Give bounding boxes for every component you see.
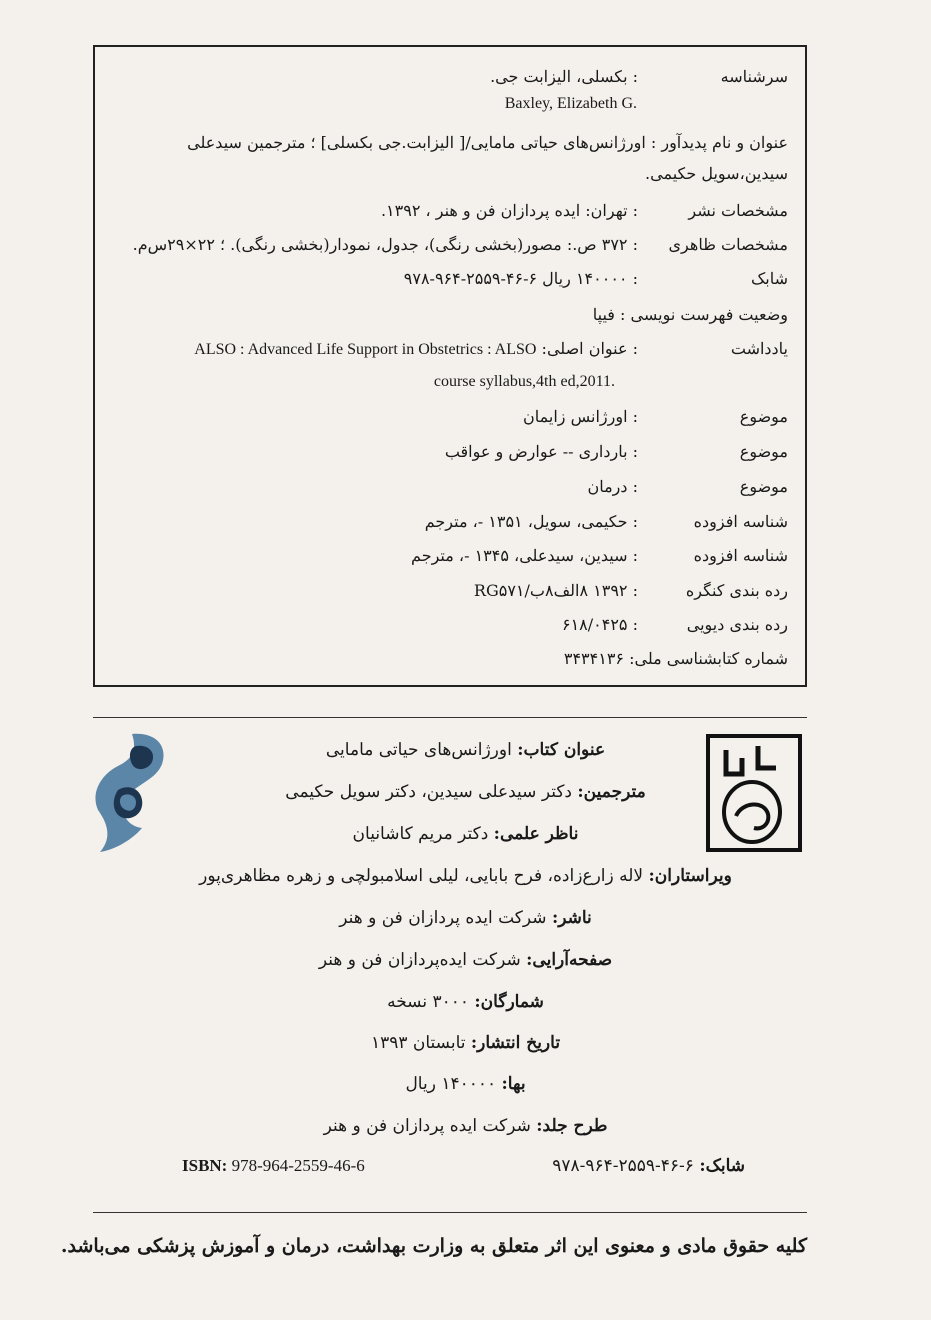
author-english: Baxley, Elizabeth G. <box>504 95 637 112</box>
title-line-1 <box>107 133 788 161</box>
catalog-row-shabak: شابک : ۱۴۰۰۰۰ ریال ۶-۴۶-۲۵۵۹-۹۶۴-۹۷۸ <box>403 269 788 288</box>
credit-supervisor: ناظر علمی: دکتر مریم کاشانیان <box>352 824 579 844</box>
credit-editors: ویراستاران: لاله زارع‌زاده، فرح بابایی، لیلی اسلامبولچی و زهره مظاهری‌پور <box>199 866 732 886</box>
cataloging-record-box <box>93 45 807 687</box>
catalog-row-dewey: رده بندی دیویی : ۶۱۸/۰۴۲۵ <box>561 615 788 634</box>
divider-bottom <box>93 1212 807 1213</box>
catalog-row-note: یادداشت : عنوان اصلی: ALSO : Advanced Life Support in Obstetrics : ALSO <box>194 339 788 358</box>
isbn-persian: شابک: ۶-۴۶-۲۵۵۹-۹۶۴-۹۷۸ <box>552 1156 745 1176</box>
credit-print-run: شمارگان: ۳۰۰۰ نسخه <box>387 992 544 1012</box>
credit-cover-design: طرح جلد: شرکت ایده پردازان فن و هنر <box>323 1116 608 1136</box>
credit-book-title: عنوان کتاب: اورژانس‌های حیاتی مامایی <box>325 740 606 760</box>
title-label: عنوان و نام پدیدآور <box>661 133 788 152</box>
credit-price: بها: ۱۴۰۰۰۰ ریال <box>405 1074 526 1094</box>
author-value: : بکسلی، الیزابت جی. <box>490 67 638 86</box>
credit-translators: مترجمین: دکتر سیدعلی سیدین، دکتر سویل حکیمی <box>285 782 646 802</box>
credit-publication-date: تاریخ انتشار: تابستان ۱۳۹۳ <box>370 1033 561 1053</box>
catalog-row-national: شماره کتابشناسی ملی: ۳۴۳۴۱۳۶ <box>563 649 788 668</box>
title-value: : اورژانس‌های حیاتی مامایی/[ الیزابت.جی بکسلی] ؛ مترجمین سیدعلی <box>187 133 657 152</box>
credit-layout: صفحه‌آرایی: شرکت ایده‌پردازان فن و هنر <box>318 950 613 970</box>
title-line-2: سیدین،سویل حکیمی. <box>645 164 788 183</box>
catalog-row-congress: رده بندی کنگره : ۱۳۹۲ ۸الف۸ب/RG۵۷۱ <box>473 581 788 600</box>
catalog-row-physical: مشخصات ظاهری : ۳۷۲ ص.: مصور(بخشی رنگی)، جدول، نمودار(بخشی رنگی). ؛ ۲۲×۲۹س‌م. <box>132 235 788 254</box>
catalog-row-author <box>107 67 788 95</box>
catalog-row-added-2: شناسه افزوده : سیدین، سیدعلی، ۱۳۴۵ -، مترجم <box>411 546 788 565</box>
note-line-2: course syllabus,4th ed,2011. <box>433 373 615 390</box>
catalog-row-subject-1: موضوع : اورژانس زایمان <box>523 407 788 426</box>
rights-notice: کلیه حقوق مادی و معنوی این اثر متعلق به وزارت بهداشت، درمان و آموزش پزشکی می‌باشد. <box>60 1235 807 1257</box>
author-label: سرشناسه <box>720 67 788 86</box>
catalog-row-subject-3: موضوع : درمان <box>587 477 788 496</box>
catalog-row-subject-2: موضوع : بارداری -- عوارض و عواقب <box>444 442 788 461</box>
catalog-status-fipa: وضعیت فهرست نویسی : فیپا <box>592 305 788 324</box>
credit-publisher: ناشر: شرکت ایده پردازان فن و هنر <box>339 908 592 928</box>
divider-top <box>93 717 807 718</box>
isbn-english: ISBN: 978-964-2559-46-6 <box>182 1156 365 1175</box>
catalog-row-added-1: شناسه افزوده : حکیمی، سویل، ۱۳۵۱ -، مترجم <box>424 512 788 531</box>
catalog-row-publication: مشخصات نشر : تهران: ایده پردازان فن و هنر ، ۱۳۹۲. <box>380 201 788 220</box>
